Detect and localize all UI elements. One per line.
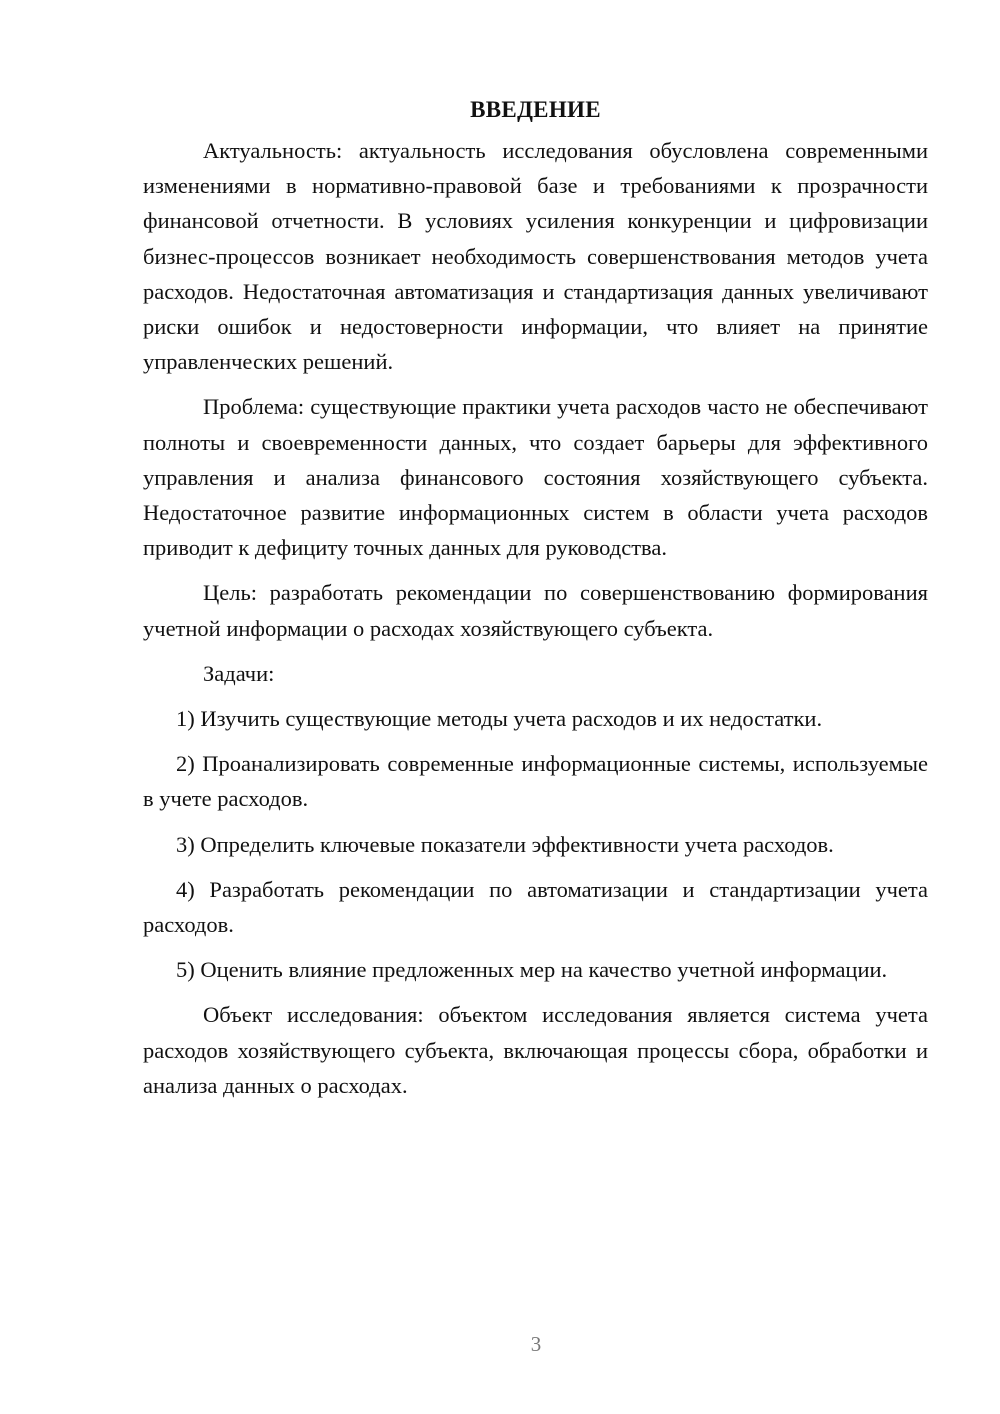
task-item-2: 2) Проанализировать современные информационные системы, используемые в учете расходов. (143, 751, 928, 812)
tasks-heading: Задачи: (203, 660, 275, 686)
paragraph-goal: Цель: разработать рекомендации по совершенствованию формирования учетной информации о расходах хозяйствующего субъекта. (143, 580, 928, 641)
task-item-5: 5) Оценить влияние предложенных мер на качество учетной информации. (176, 957, 888, 983)
document-page (143, 92, 928, 1103)
task-item-4: 4) Разработать рекомендации по автоматизации и стандартизации учета расходов. (143, 876, 928, 938)
page-title: ВВЕДЕНИЕ (470, 97, 601, 122)
paragraph-problem: Проблема: существующие практики учета расходов часто не обеспечивают полноты и своевременности данных, что создает барьеры для эффективного управления и анализа финансового состояния хозяйствующего субъекта. Недостаточное развитие информационных систем в области учета расходов приводит к дефициту точных данных для руководства. (143, 394, 928, 561)
paragraph-object: Объект исследования: объектом исследования является система учета расходов хозяйствующего субъекта, включающая процессы сбора, обработки и анализа данных о расходах. (143, 1002, 928, 1098)
page-number: 3 (530, 1332, 542, 1356)
paragraph-relevance: Актуальность: актуальность исследования обусловлена современными изменениями в нормативно-правовой базе и требованиями к прозрачности финансовой отчетности. В условиях усиления конкуренции и цифровизации бизнес-процессов возникает необходимость совершенствования методов учета расходов. Недостаточная автоматизация и стандартизация данных увеличивают риски ошибок и недостоверности информации, что влияет на принятие управленческих решений. (143, 138, 928, 375)
task-item-3: 3) Определить ключевые показатели эффективности учета расходов. (176, 831, 834, 857)
task-item-1: 1) Изучить существующие методы учета расходов и их недостатки. (176, 706, 823, 732)
